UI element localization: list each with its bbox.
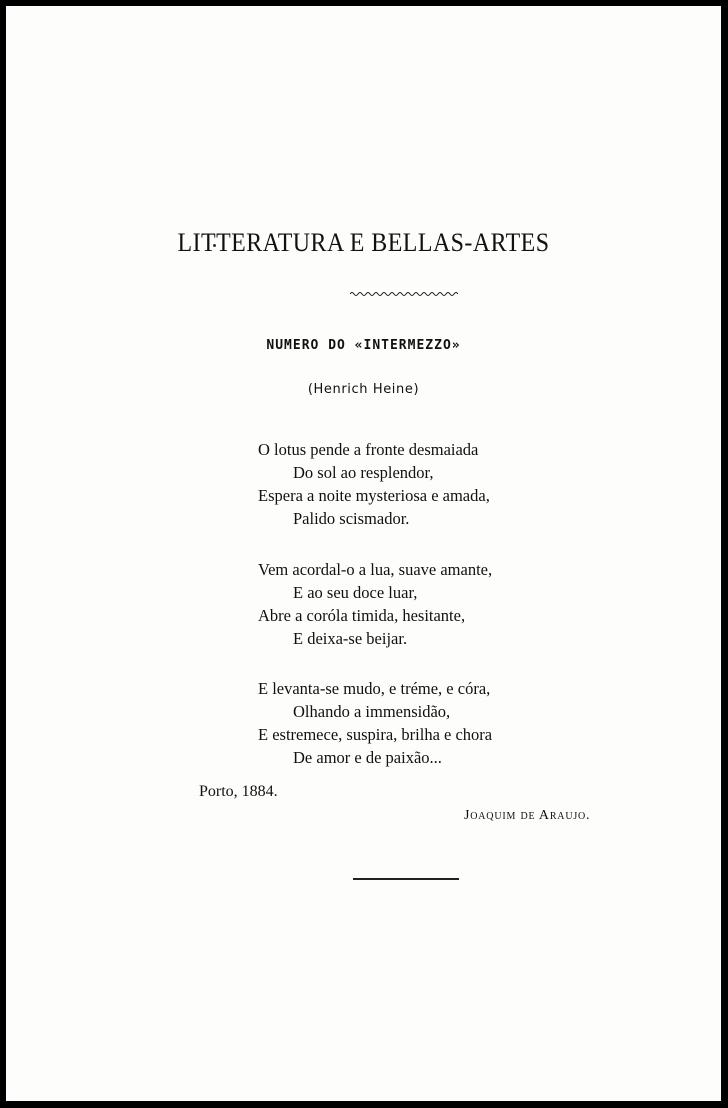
poem-line: Espera a noite mysteriosa e amada, xyxy=(258,486,490,505)
poem-line: Olhando a immensidão, xyxy=(293,702,451,721)
poem-line: Palido scismador. xyxy=(293,509,410,528)
poem-line: Vem acordal-o a lua, suave amante, xyxy=(258,560,493,579)
place-date: Porto, 1884. xyxy=(199,783,278,800)
poem-line: E levanta-se mudo, e tréme, e córa, xyxy=(258,679,491,698)
poem-line: E estremece, suspira, brilha e chora xyxy=(258,725,493,744)
wavy-ornament xyxy=(350,290,458,298)
document-page xyxy=(6,6,721,1101)
stanza-2 xyxy=(258,558,492,650)
signature: Joaquim de Araujo. xyxy=(464,808,591,823)
poem-line: Abre a coróla timida, hesitante, xyxy=(258,606,466,625)
poem-title: NUMERO DO «INTERMEZZO» xyxy=(266,338,461,353)
poem-line: E deixa-se beijar. xyxy=(293,629,408,648)
closing-rule xyxy=(353,878,459,880)
poem-line: De amor e de paixão... xyxy=(293,748,442,767)
poem-line: E ao seu doce luar, xyxy=(293,583,418,602)
section-title: LITTERATURA E BELLAS-ARTES xyxy=(177,228,550,257)
poem-author: (Henrich Heine) xyxy=(307,382,420,397)
stanza-3 xyxy=(258,677,492,769)
poem-line: O lotus pende a fronte desmaiada xyxy=(258,440,479,459)
poem-line: Do sol ao resplendor, xyxy=(293,463,434,482)
stanza-1 xyxy=(258,438,490,530)
